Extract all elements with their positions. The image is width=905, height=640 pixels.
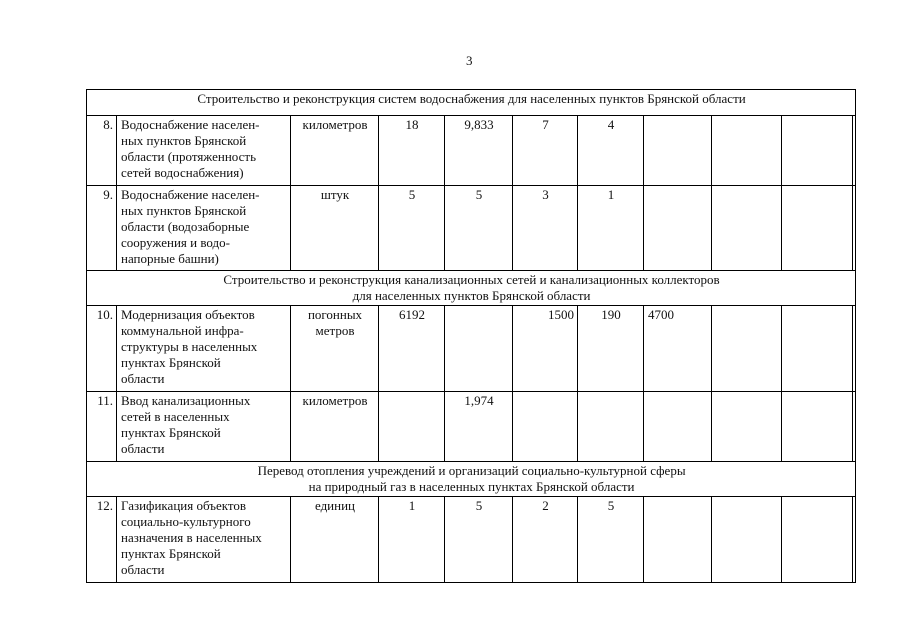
value-cell: 1,974 bbox=[445, 392, 513, 462]
value-cell bbox=[644, 186, 712, 271]
value-cell bbox=[782, 306, 853, 392]
row-unit: погонных метров bbox=[291, 306, 379, 392]
value-cell: 4700 bbox=[644, 306, 712, 392]
value-cell bbox=[644, 497, 712, 583]
value-cell bbox=[712, 306, 782, 392]
value-cell: 4 bbox=[578, 116, 644, 186]
value-cell bbox=[712, 392, 782, 462]
row-number: 10. bbox=[87, 306, 117, 392]
section-title: Перевод отопления учреждений и организаций социально-культурной сферы на природный газ в населенных пунктах Брянской области bbox=[87, 462, 856, 497]
value-cell: 190 bbox=[578, 306, 644, 392]
row-unit: штук bbox=[291, 186, 379, 271]
value-cell bbox=[578, 392, 644, 462]
value-cell bbox=[853, 306, 856, 392]
value-cell bbox=[513, 392, 578, 462]
row-unit: единиц bbox=[291, 497, 379, 583]
value-cell bbox=[712, 186, 782, 271]
value-cell bbox=[782, 116, 853, 186]
row-name: Водоснабжение населен- ных пунктов Брянской области (водозаборные сооружения и водо- напорные башни) bbox=[117, 186, 291, 271]
table-row bbox=[87, 497, 856, 583]
value-cell: 9,833 bbox=[445, 116, 513, 186]
value-cell bbox=[782, 497, 853, 583]
row-name: Модернизация объектов коммунальной инфра- структуры в населенных пунктах Брянской области bbox=[117, 306, 291, 392]
value-cell bbox=[712, 497, 782, 583]
value-cell: 5 bbox=[445, 497, 513, 583]
value-cell: 7 bbox=[513, 116, 578, 186]
value-cell: 1 bbox=[379, 497, 445, 583]
value-cell: 6192 bbox=[379, 306, 445, 392]
value-cell: 1 bbox=[578, 186, 644, 271]
value-cell: 18 bbox=[379, 116, 445, 186]
row-number: 9. bbox=[87, 186, 117, 271]
section-header-row bbox=[87, 90, 856, 116]
indicators-table bbox=[86, 89, 856, 583]
table-row bbox=[87, 392, 856, 462]
row-unit: километров bbox=[291, 116, 379, 186]
value-cell bbox=[445, 306, 513, 392]
value-cell bbox=[853, 116, 856, 186]
value-cell: 5 bbox=[578, 497, 644, 583]
value-cell bbox=[782, 186, 853, 271]
value-cell bbox=[644, 116, 712, 186]
row-number: 12. bbox=[87, 497, 117, 583]
section-title: Строительство и реконструкция систем водоснабжения для населенных пунктов Брянской области bbox=[87, 90, 856, 116]
row-unit: километров bbox=[291, 392, 379, 462]
value-cell bbox=[644, 392, 712, 462]
value-cell: 2 bbox=[513, 497, 578, 583]
value-cell bbox=[782, 392, 853, 462]
section-header-row bbox=[87, 271, 856, 306]
row-number: 11. bbox=[87, 392, 117, 462]
value-cell: 3 bbox=[513, 186, 578, 271]
table-row bbox=[87, 186, 856, 271]
value-cell bbox=[853, 392, 856, 462]
row-name: Газификация объектов социально-культурного назначения в населенных пунктах Брянской области bbox=[117, 497, 291, 583]
section-title: Строительство и реконструкция канализационных сетей и канализационных коллекторов для населенных пунктов Брянской области bbox=[87, 271, 856, 306]
section-header-row bbox=[87, 462, 856, 497]
value-cell bbox=[853, 186, 856, 271]
row-name: Водоснабжение населен- ных пунктов Брянской области (протяженность сетей водоснабжения) bbox=[117, 116, 291, 186]
value-cell: 1500 bbox=[513, 306, 578, 392]
row-name: Ввод канализационных сетей в населенных пунктах Брянской области bbox=[117, 392, 291, 462]
value-cell bbox=[712, 116, 782, 186]
value-cell bbox=[379, 392, 445, 462]
row-number: 8. bbox=[87, 116, 117, 186]
table-row bbox=[87, 306, 856, 392]
page-number: 3 bbox=[466, 53, 473, 68]
table-row bbox=[87, 116, 856, 186]
value-cell: 5 bbox=[445, 186, 513, 271]
value-cell: 5 bbox=[379, 186, 445, 271]
value-cell bbox=[853, 497, 856, 583]
